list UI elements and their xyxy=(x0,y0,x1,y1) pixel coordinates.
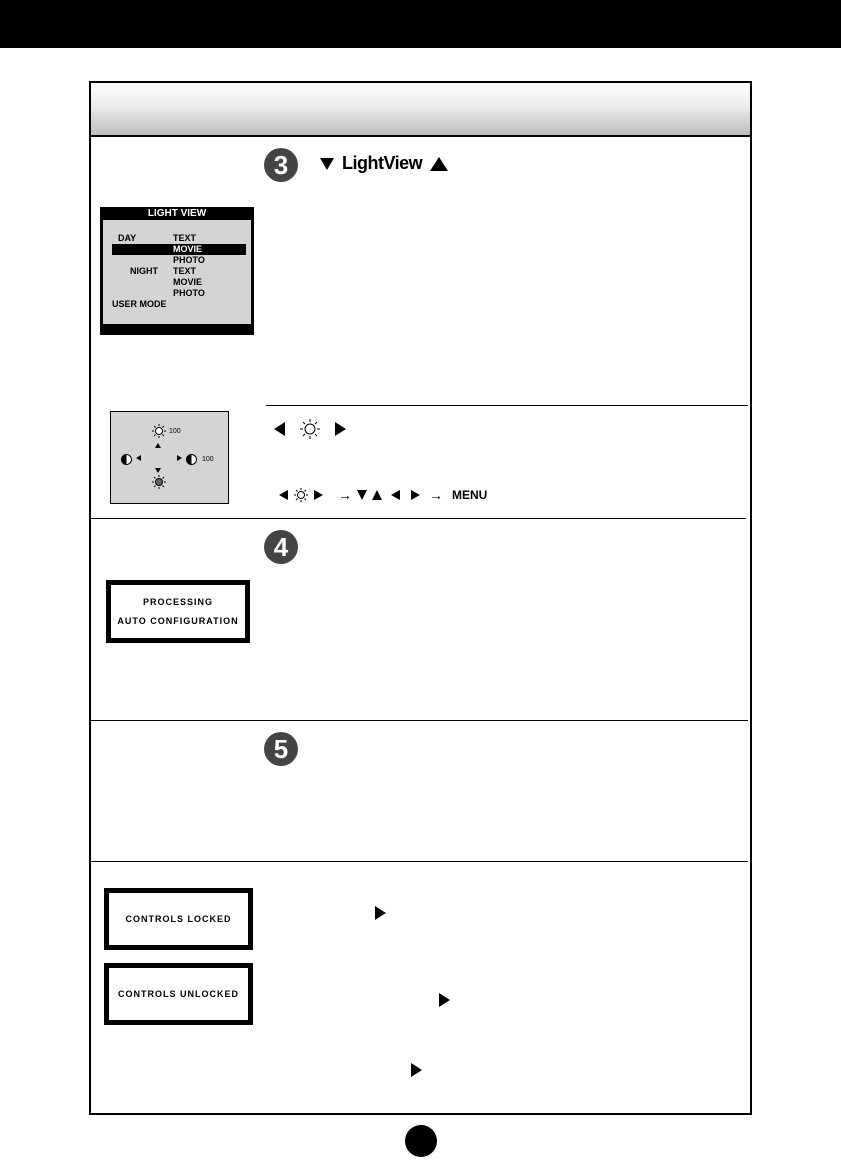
controls-unlocked-box xyxy=(104,963,253,1025)
page-number-badge xyxy=(405,1125,437,1157)
user-mode[interactable]: USER MODE xyxy=(112,299,167,309)
sun-outline-icon xyxy=(293,487,309,503)
brightness-value: 100 xyxy=(169,428,181,435)
processing-osd-box xyxy=(106,580,250,643)
step-3-badge: 3 xyxy=(264,148,298,182)
divider-locks xyxy=(91,861,748,862)
day-label: DAY xyxy=(118,233,137,243)
right-arrow-icon xyxy=(177,455,182,461)
contrast-icon-right xyxy=(186,454,197,465)
night-photo[interactable]: PHOTO xyxy=(173,288,205,298)
right-arrow-icon xyxy=(335,422,346,436)
controls-unlocked-text: CONTROLS UNLOCKED xyxy=(118,988,239,999)
step-5-badge: 5 xyxy=(264,732,298,766)
left-arrow-icon xyxy=(391,490,400,500)
auto-configuration-text: AUTO CONFIGURATION xyxy=(117,615,239,626)
night-label: NIGHT xyxy=(130,266,158,276)
lightview-menu-body xyxy=(103,220,251,324)
divider-lightview-sub xyxy=(266,405,748,406)
controls-unlocked-inner xyxy=(109,968,248,1020)
processing-osd-inner xyxy=(111,585,245,638)
sun-outline-icon xyxy=(299,418,321,440)
controls-locked-box xyxy=(104,888,253,950)
controls-locked-text: CONTROLS LOCKED xyxy=(125,913,232,924)
right-arrow-icon xyxy=(411,490,420,500)
frame-header xyxy=(91,83,750,137)
brightness-contrast-panel xyxy=(110,411,229,504)
sun-outline-icon xyxy=(152,424,166,438)
controls-locked-inner xyxy=(109,893,248,945)
down-arrow-icon xyxy=(155,468,161,473)
processing-text: PROCESSING xyxy=(142,596,213,607)
contrast-value: 100 xyxy=(202,456,214,463)
lightview-title: LightView xyxy=(342,153,423,173)
arrow-right-icon: → xyxy=(429,487,443,503)
up-arrow-icon xyxy=(372,490,382,500)
left-arrow-icon xyxy=(274,422,285,436)
step-4-badge: 4 xyxy=(264,530,298,564)
right-arrow-icon xyxy=(439,993,450,1007)
sun-filled-icon xyxy=(152,475,166,489)
up-arrow-icon xyxy=(430,157,448,171)
arrow-right-icon: → xyxy=(338,487,352,503)
nav-sequence-row xyxy=(279,487,487,503)
lightview-osd-menu xyxy=(100,207,254,335)
day-photo[interactable]: PHOTO xyxy=(173,255,205,265)
right-arrow-icon xyxy=(411,1063,422,1077)
left-arrow-icon xyxy=(136,455,141,461)
day-movie[interactable]: MOVIE xyxy=(173,244,203,254)
menu-label: MENU xyxy=(452,488,488,502)
right-arrow-icon xyxy=(375,906,386,920)
day-text[interactable]: TEXT xyxy=(173,233,197,243)
divider-step5 xyxy=(91,720,748,721)
lightview-heading xyxy=(320,153,448,174)
right-arrow-icon xyxy=(314,490,323,500)
down-arrow-icon xyxy=(320,158,334,170)
brightness-adjust-row xyxy=(274,418,346,440)
top-banner xyxy=(0,0,841,48)
up-arrow-icon xyxy=(155,443,161,448)
lightview-menu-title: LIGHT VIEW xyxy=(147,208,207,219)
left-arrow-icon xyxy=(279,490,288,500)
night-text[interactable]: TEXT xyxy=(173,266,197,276)
divider-step4 xyxy=(91,518,746,519)
down-arrow-icon xyxy=(357,490,367,500)
night-movie[interactable]: MOVIE xyxy=(173,277,203,287)
contrast-icon xyxy=(121,454,132,465)
